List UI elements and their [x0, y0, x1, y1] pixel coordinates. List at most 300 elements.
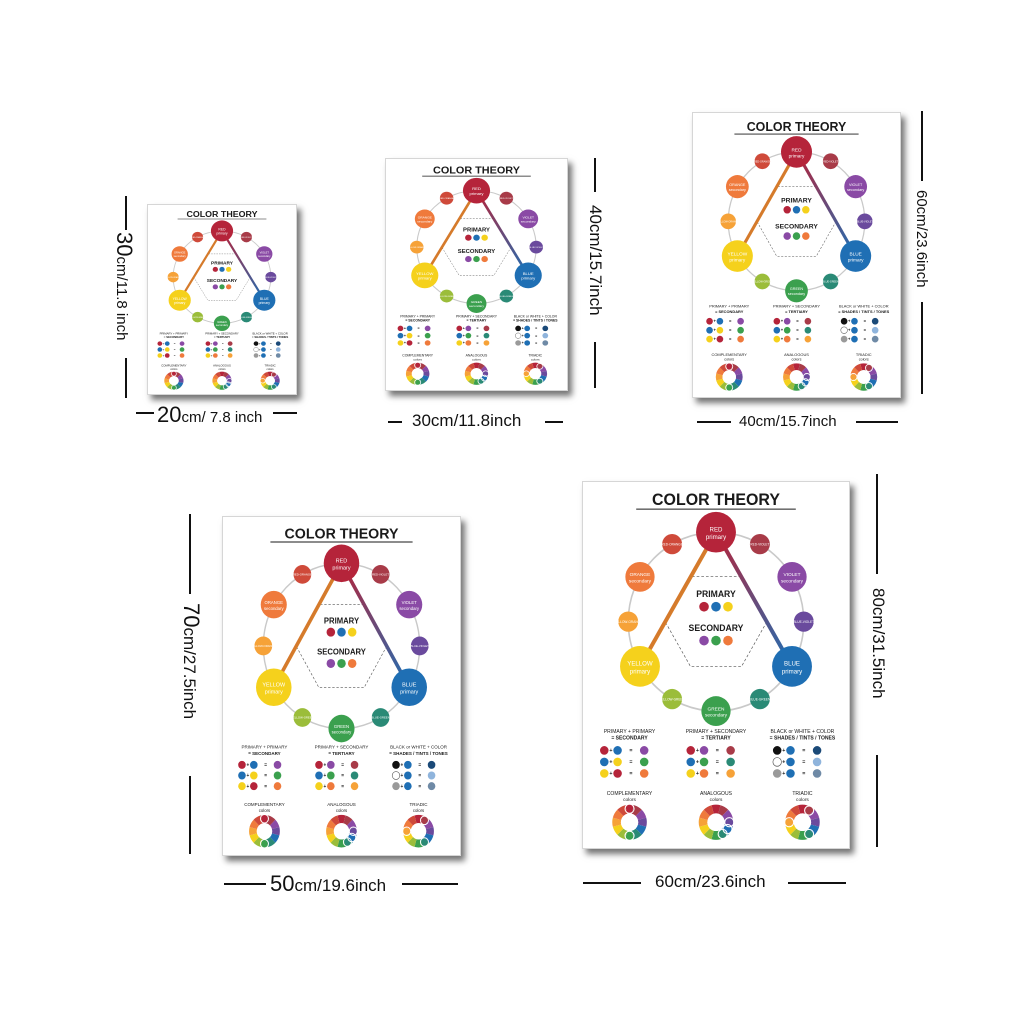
node-type: primary: [264, 689, 283, 696]
mix-swatch: [851, 336, 858, 343]
color-node-orange: [172, 246, 188, 261]
mix-swatch: [700, 758, 709, 767]
node-type: secondary: [417, 219, 433, 224]
mix-swatch: [210, 341, 218, 346]
plus-sign: +: [695, 748, 699, 755]
height-value: 80cm/31.5inch: [869, 588, 888, 699]
plus-sign: +: [848, 327, 851, 333]
wheel-center: [169, 376, 179, 385]
mixing-title: PRIMARY + PRIMARY: [709, 303, 750, 309]
width-line: [856, 421, 898, 423]
node-name: ORANGE: [264, 599, 283, 606]
node-name: RED-VIOLET: [499, 198, 513, 201]
mix-swatch: [484, 340, 490, 345]
color-node-blue-violet: [411, 637, 430, 656]
wheel-name: COMPLEMENTARY: [244, 802, 285, 808]
height-label-40x60: [913, 190, 930, 288]
wheel-sub: colors: [412, 807, 425, 813]
mix-swatch: [210, 353, 218, 358]
node-type: secondary: [780, 579, 804, 585]
height-line: [876, 755, 878, 847]
mix-swatch: [542, 333, 548, 338]
wheel-name: TRIADIC: [855, 351, 872, 357]
mix-swatch: [228, 341, 233, 345]
color-node-violet: [256, 246, 272, 261]
node-type: secondary: [469, 304, 484, 309]
plus-sign: +: [521, 326, 524, 331]
equals-sign: =: [417, 333, 420, 338]
equals-sign: =: [264, 763, 268, 769]
node-type: secondary: [263, 605, 284, 611]
mix-swatch: [428, 782, 436, 790]
poster-artwork: [583, 482, 849, 848]
color-node-red-orange: [754, 153, 771, 169]
mix-swatch: [157, 353, 162, 357]
node-name: RED-VIOLET: [372, 572, 390, 577]
color-node-red-violet: [823, 153, 839, 169]
mixing-title: PRIMARY + SECONDARY: [773, 303, 820, 309]
mix-swatch: [515, 333, 521, 338]
mix-swatch: [238, 782, 246, 790]
wheel-center: [471, 368, 483, 379]
harmony-wheel-triadic: [403, 802, 434, 847]
poster-artwork: [223, 517, 460, 855]
equals-sign: =: [629, 771, 633, 778]
node-name: BLUE: [522, 271, 534, 276]
mixing-title: BLACK or WHITE + COLOR: [390, 744, 447, 750]
equals-sign: =: [476, 341, 479, 346]
width-line: [224, 883, 266, 885]
color-node-orange: [726, 175, 749, 198]
color-node-blue-green: [499, 290, 514, 303]
primary-dot: [465, 235, 472, 241]
mixing-subtitle: = SECONDARY: [405, 318, 431, 323]
node-name: YELLOW-GREEN: [659, 697, 685, 702]
mix-swatch: [515, 340, 521, 345]
mixing-table-1: [686, 729, 747, 778]
node-type: primary: [400, 689, 419, 696]
node-type: primary: [781, 668, 803, 676]
primary-dot: [481, 235, 488, 241]
node-name: YELLOW: [262, 682, 286, 689]
secondary-dot: [327, 659, 336, 668]
plus-sign: +: [609, 771, 613, 778]
mix-swatch: [315, 761, 323, 769]
wheel-sub: colors: [335, 807, 348, 813]
mix-swatch: [404, 782, 412, 790]
color-node-yellow: [169, 290, 191, 311]
height-value: 30: [112, 232, 137, 257]
equals-sign: =: [476, 326, 479, 331]
poster-artwork: [386, 159, 567, 390]
wheel-name: ANALOGOUS: [465, 353, 488, 358]
width-value: 20: [157, 402, 182, 427]
wheel-center: [217, 376, 227, 385]
poster-title: COLOR THEORY: [284, 525, 399, 543]
mixing-subtitle: = SHADES / TINTS / TONES: [251, 336, 289, 339]
node-name: BLUE-VIOLET: [410, 644, 429, 649]
mixing-title: PRIMARY + PRIMARY: [400, 314, 436, 319]
height-line: [921, 111, 923, 181]
mix-swatch: [706, 318, 713, 325]
node-type: primary: [847, 258, 864, 264]
wheel-sub: colors: [858, 357, 869, 362]
mix-swatch: [717, 318, 724, 325]
color-node-green: [785, 279, 808, 302]
plus-sign: +: [258, 341, 261, 346]
harmony-wheel-analogous: [212, 364, 232, 390]
height-line: [594, 342, 596, 388]
mixing-table-1: [456, 314, 498, 345]
mix-swatch: [841, 318, 848, 325]
height-line: [876, 474, 878, 574]
mix-swatch: [254, 353, 259, 357]
mix-swatch: [407, 333, 413, 338]
wheel-center: [621, 813, 638, 831]
plus-sign: +: [246, 763, 250, 769]
mix-swatch: [773, 746, 782, 755]
mixing-subtitle: = SECONDARY: [248, 750, 281, 756]
mix-swatch: [206, 353, 211, 357]
equals-sign: =: [729, 318, 732, 324]
color-node-green: [467, 294, 487, 313]
harmony-wheel-triadic: [785, 791, 820, 840]
equals-sign: =: [796, 336, 799, 342]
poster-artwork: [693, 113, 900, 397]
height-label-60x80: [868, 588, 888, 699]
color-node-green: [214, 316, 230, 331]
color-node-red: [463, 178, 490, 204]
color-node-blue-violet: [265, 272, 277, 283]
node-name: RED-ORANGE: [661, 542, 683, 547]
color-node-orange: [625, 562, 654, 592]
wheel-sub: colors: [530, 357, 540, 362]
plus-sign: +: [323, 763, 327, 769]
color-node-blue: [840, 240, 871, 272]
mix-swatch: [773, 769, 782, 778]
node-name: RED: [709, 526, 723, 534]
mixing-table-2: [252, 332, 289, 358]
mixing-table-0: [238, 744, 287, 790]
mixing-title: PRIMARY + PRIMARY: [241, 744, 288, 750]
node-name: ORANGE: [629, 573, 651, 579]
equals-sign: =: [535, 333, 538, 338]
secondary-dot: [481, 256, 488, 262]
plus-sign: +: [521, 333, 524, 338]
secondary-dot: [802, 232, 809, 240]
mix-swatch: [462, 333, 471, 338]
plus-sign: +: [400, 784, 404, 790]
primary-dot: [802, 206, 809, 214]
plus-sign: +: [400, 763, 404, 769]
node-name: VIOLET: [783, 573, 801, 579]
mix-swatch: [351, 782, 359, 790]
mixing-title: PRIMARY + SECONDARY: [685, 728, 747, 735]
wheel-sub: colors: [472, 357, 481, 362]
color-node-green: [701, 696, 730, 726]
node-name: RED-ORANGE: [439, 198, 454, 201]
width-line: [697, 421, 731, 423]
node-name: RED: [218, 227, 226, 232]
poster-50x70: [222, 516, 461, 856]
harmony-wheel-complementary: [244, 802, 285, 848]
mix-swatch: [238, 761, 246, 769]
equals-sign: =: [729, 336, 732, 342]
mix-swatch: [542, 326, 548, 331]
color-node-yellow-green: [659, 689, 685, 709]
mix-swatch: [872, 318, 879, 325]
mix-swatch: [250, 761, 258, 769]
node-name: YELLOW-ORANGE: [165, 276, 181, 279]
mix-swatch: [737, 327, 744, 334]
wheel-name: TRIADIC: [792, 791, 813, 798]
width-label-20x30: [157, 402, 262, 428]
mix-swatch: [737, 336, 744, 343]
mix-swatch: [425, 340, 431, 345]
plus-sign: +: [246, 774, 250, 780]
node-type: primary: [216, 231, 228, 236]
harmony-wheel-complementary: [402, 354, 434, 385]
equals-sign: =: [802, 771, 806, 778]
plus-sign: +: [258, 353, 261, 358]
plus-sign: +: [695, 771, 699, 778]
node-name: YELLOW-ORANGE: [717, 220, 740, 224]
width-line: [388, 421, 402, 423]
plus-sign: +: [713, 318, 716, 324]
mix-swatch: [851, 327, 858, 334]
wheel-sub: colors: [724, 357, 735, 362]
node-name: BLUE-VIOLET: [529, 247, 544, 249]
secondary-dot: [465, 256, 472, 262]
mix-swatch: [774, 336, 781, 343]
equals-sign: =: [173, 353, 176, 358]
wheel-sub: colors: [796, 798, 809, 804]
equals-sign: =: [269, 353, 272, 358]
color-node-yellow-orange: [717, 213, 739, 229]
mixing-subtitle: = TERTIARY: [701, 735, 731, 742]
wheel-center: [265, 376, 275, 385]
mix-swatch: [162, 347, 170, 352]
color-node-red: [324, 545, 360, 583]
node-name: YELLOW-ORANGE: [614, 619, 643, 624]
color-node-red-orange: [192, 232, 205, 243]
wheel-sub: colors: [266, 367, 274, 371]
mix-swatch: [774, 327, 781, 334]
node-name: RED-ORANGE: [753, 160, 771, 164]
secondary-dot: [226, 284, 231, 289]
width-value: 60cm/23.6inch: [655, 872, 766, 891]
node-type: primary: [521, 275, 536, 281]
equals-sign: =: [629, 748, 633, 755]
mix-swatch: [327, 772, 335, 780]
mixing-table-0: [706, 304, 749, 343]
mix-swatch: [258, 353, 266, 358]
equals-sign: =: [418, 763, 422, 769]
node-name: YELLOW: [727, 252, 748, 258]
mixing-title: PRIMARY + SECONDARY: [456, 314, 497, 319]
node-type: primary: [174, 300, 186, 305]
mix-swatch: [521, 333, 530, 338]
mixing-subtitle: = TERTIARY: [213, 336, 231, 339]
node-name: YELLOW-GREEN: [190, 316, 205, 319]
secondary-label: SECONDARY: [457, 249, 496, 256]
color-node-yellow-orange: [407, 241, 427, 254]
mix-swatch: [717, 327, 724, 334]
mixing-table-2: [513, 314, 558, 345]
color-node-red: [696, 512, 736, 553]
mix-swatch: [392, 782, 400, 790]
node-type: primary: [629, 668, 651, 676]
equals-sign: =: [535, 341, 538, 346]
mixing-table-0: [157, 332, 188, 358]
width-value: 30cm/11.8inch: [412, 411, 522, 430]
harmony-wheel-complementary: [712, 352, 748, 391]
plus-sign: +: [782, 748, 786, 755]
color-node-blue-green: [823, 274, 839, 290]
color-node-blue-violet: [529, 241, 544, 254]
harmony-wheel-complementary: [161, 364, 186, 390]
wheel-name: ANALOGOUS: [700, 791, 732, 798]
plus-sign: +: [210, 353, 213, 358]
plus-sign: +: [162, 347, 165, 352]
equals-sign: =: [796, 318, 799, 324]
mix-swatch: [686, 758, 695, 767]
height-unit: cm/11.8 inch: [113, 256, 130, 341]
equals-sign: =: [715, 759, 719, 766]
width-line: [788, 882, 846, 884]
mix-swatch: [841, 327, 848, 334]
primary-label: PRIMARY: [323, 616, 360, 626]
mix-swatch: [274, 761, 282, 769]
node-name: ORANGE: [173, 251, 186, 255]
node-name: BLUE-VIOLET: [265, 276, 277, 279]
primary-dot: [337, 628, 346, 637]
equals-sign: =: [863, 327, 867, 333]
equals-sign: =: [173, 341, 176, 346]
wheel-sub: colors: [413, 357, 423, 362]
primary-label: PRIMARY: [696, 589, 736, 600]
node-type: secondary: [520, 219, 536, 224]
node-name: RED: [791, 148, 802, 154]
node-name: YELLOW-GREEN: [437, 295, 456, 298]
secondary-dot: [711, 636, 721, 646]
node-name: YELLOW: [416, 271, 434, 276]
secondary-dot: [783, 232, 790, 240]
mix-swatch: [407, 326, 413, 331]
width-label-60x80: [655, 872, 766, 892]
mixing-table-0: [398, 314, 436, 345]
equals-sign: =: [729, 327, 732, 333]
wheel-center: [794, 813, 811, 831]
wheel-name: COMPLEMENTARY: [402, 353, 434, 358]
mix-swatch: [784, 336, 791, 343]
mixing-subtitle: = SHADES / TINTS / TONES: [389, 750, 448, 756]
primary-dot: [348, 628, 357, 637]
mix-swatch: [813, 769, 822, 778]
primary-label: PRIMARY: [211, 260, 233, 266]
poster-artwork: [148, 205, 296, 394]
mixing-title: PRIMARY + PRIMARY: [159, 332, 189, 336]
harmony-wheel-analogous: [326, 802, 357, 847]
color-node-yellow-green: [752, 274, 772, 290]
equals-sign: =: [269, 341, 272, 346]
mixing-title: BLACK or WHITE + COLOR: [252, 332, 288, 336]
mixing-table-2: [770, 729, 836, 778]
harmony-wheel-analogous: [465, 354, 489, 385]
mixing-subtitle: = SECONDARY: [611, 735, 648, 742]
mix-swatch: [462, 340, 471, 346]
node-type: secondary: [173, 254, 186, 258]
mix-swatch: [392, 761, 400, 769]
secondary-dot: [348, 659, 357, 668]
color-node-violet: [844, 175, 867, 198]
secondary-dot: [723, 636, 733, 646]
plus-sign: +: [400, 774, 404, 780]
mix-swatch: [398, 340, 407, 346]
node-type: primary: [788, 154, 805, 160]
primary-dot: [783, 206, 790, 214]
mix-swatch: [706, 327, 713, 334]
mix-swatch: [484, 326, 490, 331]
mixing-title: PRIMARY + SECONDARY: [205, 332, 239, 336]
mix-swatch: [700, 769, 709, 778]
mix-swatch: [456, 326, 462, 331]
width-label-40x60: [739, 413, 837, 430]
poster-title: COLOR THEORY: [186, 209, 258, 219]
primary-dot: [226, 267, 231, 272]
plus-sign: +: [780, 327, 784, 333]
mixing-title: BLACK or WHITE + COLOR: [770, 728, 835, 735]
node-name: RED-ORANGE: [191, 236, 204, 239]
wheel-center: [722, 370, 735, 384]
mix-swatch: [428, 772, 436, 780]
plus-sign: +: [258, 347, 261, 352]
node-type: secondary: [258, 254, 271, 258]
node-name: YELLOW-GREEN: [291, 715, 314, 720]
primary-label: PRIMARY: [463, 227, 490, 234]
wheel-name: ANALOGOUS: [213, 364, 231, 368]
mix-swatch: [872, 327, 879, 334]
mix-swatch: [774, 318, 781, 325]
wheel-name: COMPLEMENTARY: [161, 364, 187, 368]
wheel-ring: [417, 191, 536, 304]
secondary-dot: [473, 256, 480, 262]
mixing-table-2: [389, 744, 448, 790]
node-name: YELLOW-GREEN: [752, 280, 773, 284]
wheel-name: COMPLEMENTARY: [711, 351, 747, 357]
mix-swatch: [484, 333, 490, 338]
plus-sign: +: [780, 336, 784, 342]
mix-swatch: [157, 341, 162, 345]
plus-sign: +: [782, 759, 786, 766]
mix-swatch: [250, 772, 258, 780]
node-name: GREEN: [707, 707, 725, 713]
wheel-ring: [728, 152, 865, 291]
wheel-center: [790, 370, 803, 384]
wheel-center: [529, 368, 541, 379]
mix-swatch: [258, 347, 266, 352]
equals-sign: =: [173, 347, 176, 352]
color-node-violet: [518, 209, 538, 228]
color-node-blue-violet: [793, 611, 814, 631]
mix-swatch: [250, 782, 258, 790]
node-type: secondary: [704, 713, 728, 719]
mix-swatch: [462, 326, 471, 331]
height-line: [921, 302, 923, 394]
mixing-subtitle: = TERTIARY: [466, 318, 487, 323]
node-type: secondary: [628, 579, 652, 585]
equals-sign: =: [221, 341, 224, 346]
